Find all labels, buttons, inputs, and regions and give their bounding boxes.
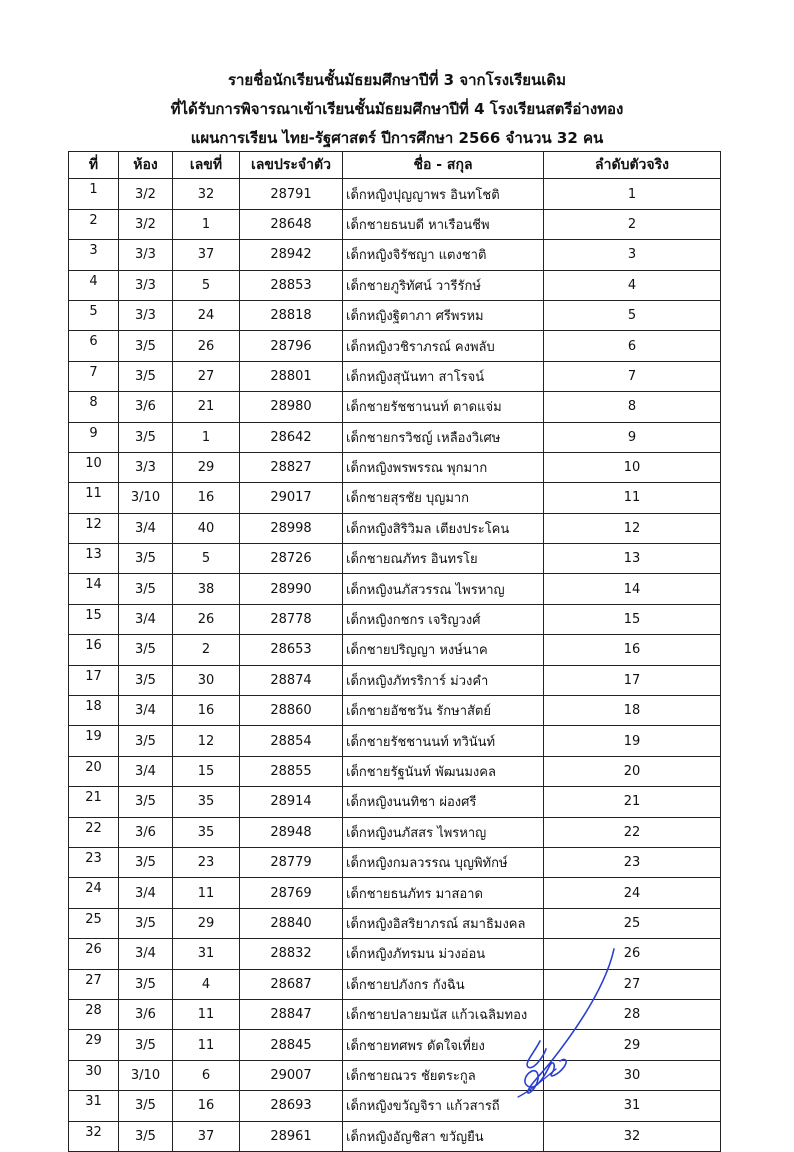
cell-room: 3/4 xyxy=(119,604,173,634)
cell-full-name: เด็กชายกรวิชญ์ เหลืองวิเศษ xyxy=(343,422,544,452)
cell-seat-no: 6 xyxy=(173,1060,240,1090)
cell-no: 15 xyxy=(69,604,119,634)
cell-rank: 7 xyxy=(544,361,721,391)
cell-student-id: 28855 xyxy=(240,756,343,786)
cell-seat-no: 24 xyxy=(173,300,240,330)
cell-no: 4 xyxy=(69,270,119,300)
cell-student-id: 28653 xyxy=(240,635,343,665)
cell-no: 21 xyxy=(69,787,119,817)
column-header-rank: ลำดับตัวจริง xyxy=(544,152,721,179)
cell-full-name: เด็กหญิงอิสริยาภรณ์ สมาธิมงคล xyxy=(343,908,544,938)
cell-seat-no: 35 xyxy=(173,817,240,847)
cell-rank: 20 xyxy=(544,756,721,786)
cell-student-id: 28796 xyxy=(240,331,343,361)
cell-student-id: 28801 xyxy=(240,361,343,391)
cell-full-name: เด็กหญิงนภัสสร ไพรหาญ xyxy=(343,817,544,847)
cell-seat-no: 38 xyxy=(173,574,240,604)
cell-seat-no: 12 xyxy=(173,726,240,756)
cell-no: 20 xyxy=(69,756,119,786)
table-row xyxy=(69,1121,721,1151)
cell-seat-no: 16 xyxy=(173,483,240,513)
cell-student-id: 28860 xyxy=(240,696,343,726)
document-title-line-3: แผนการเรียน ไทย-รัฐศาสตร์ ปีการศึกษา 2566 จำนวน 32 คน xyxy=(190,129,604,147)
cell-rank: 14 xyxy=(544,574,721,604)
cell-rank: 11 xyxy=(544,483,721,513)
cell-full-name: เด็กหญิงกชกร เจริญวงศ์ xyxy=(343,604,544,634)
cell-student-id: 28847 xyxy=(240,999,343,1029)
cell-no: 12 xyxy=(69,513,119,543)
table-row xyxy=(69,331,721,361)
cell-student-id: 28818 xyxy=(240,300,343,330)
cell-full-name: เด็กหญิงภัทรริการ์ ม่วงคำ xyxy=(343,665,544,695)
cell-rank: 21 xyxy=(544,787,721,817)
cell-rank: 32 xyxy=(544,1121,721,1151)
cell-full-name: เด็กหญิงวชิราภรณ์ คงพลับ xyxy=(343,331,544,361)
cell-seat-no: 1 xyxy=(173,422,240,452)
cell-seat-no: 26 xyxy=(173,331,240,361)
cell-room: 3/5 xyxy=(119,1121,173,1151)
cell-full-name: เด็กชายธนบดี หาเรือนชีพ xyxy=(343,209,544,239)
column-header-seat-no: เลขที่ xyxy=(173,152,240,179)
cell-student-id: 28827 xyxy=(240,452,343,482)
table-row xyxy=(69,300,721,330)
cell-room: 3/10 xyxy=(119,483,173,513)
cell-student-id: 28845 xyxy=(240,1030,343,1060)
cell-full-name: เด็กหญิงจิรัชญา แตงชาติ xyxy=(343,240,544,270)
cell-seat-no: 35 xyxy=(173,787,240,817)
cell-no: 31 xyxy=(69,1091,119,1121)
table-row xyxy=(69,817,721,847)
cell-seat-no: 29 xyxy=(173,908,240,938)
cell-seat-no: 32 xyxy=(173,179,240,209)
table-row xyxy=(69,392,721,422)
table-row xyxy=(69,696,721,726)
cell-student-id: 28778 xyxy=(240,604,343,634)
cell-rank: 22 xyxy=(544,817,721,847)
cell-no: 5 xyxy=(69,300,119,330)
cell-seat-no: 16 xyxy=(173,1091,240,1121)
cell-rank: 18 xyxy=(544,696,721,726)
cell-student-id: 28832 xyxy=(240,939,343,969)
cell-rank: 30 xyxy=(544,1060,721,1090)
cell-room: 3/3 xyxy=(119,300,173,330)
cell-seat-no: 37 xyxy=(173,240,240,270)
cell-room: 3/5 xyxy=(119,361,173,391)
cell-room: 3/5 xyxy=(119,665,173,695)
cell-student-id: 28874 xyxy=(240,665,343,695)
cell-rank: 12 xyxy=(544,513,721,543)
column-header-student-id: เลขประจำตัว xyxy=(240,152,343,179)
cell-seat-no: 5 xyxy=(173,270,240,300)
cell-room: 3/5 xyxy=(119,544,173,574)
table-row xyxy=(69,847,721,877)
cell-seat-no: 1 xyxy=(173,209,240,239)
table-row xyxy=(69,513,721,543)
cell-full-name: เด็กชายรัฐนันท์ พัฒนมงคล xyxy=(343,756,544,786)
cell-room: 3/5 xyxy=(119,422,173,452)
cell-room: 3/4 xyxy=(119,696,173,726)
cell-room: 3/5 xyxy=(119,635,173,665)
cell-full-name: เด็กชายภูริทัศน์ วารีรักษ์ xyxy=(343,270,544,300)
cell-no: 16 xyxy=(69,635,119,665)
cell-student-id: 28948 xyxy=(240,817,343,847)
cell-room: 3/3 xyxy=(119,270,173,300)
cell-full-name: เด็กชายสุรชัย บุญมาก xyxy=(343,483,544,513)
cell-no: 8 xyxy=(69,392,119,422)
cell-rank: 5 xyxy=(544,300,721,330)
table-row xyxy=(69,726,721,756)
cell-full-name: เด็กชายอัชชวัน รักษาสัตย์ xyxy=(343,696,544,726)
cell-no: 27 xyxy=(69,969,119,999)
cell-student-id: 28642 xyxy=(240,422,343,452)
table-row xyxy=(69,787,721,817)
signature-mark xyxy=(510,945,640,1105)
cell-no: 11 xyxy=(69,483,119,513)
cell-seat-no: 11 xyxy=(173,999,240,1029)
cell-student-id: 29007 xyxy=(240,1060,343,1090)
table-row xyxy=(69,635,721,665)
cell-seat-no: 37 xyxy=(173,1121,240,1151)
cell-rank: 28 xyxy=(544,999,721,1029)
cell-no: 17 xyxy=(69,665,119,695)
table-row xyxy=(69,361,721,391)
table-row xyxy=(69,422,721,452)
cell-room: 3/4 xyxy=(119,939,173,969)
cell-rank: 29 xyxy=(544,1030,721,1060)
cell-no: 18 xyxy=(69,696,119,726)
cell-full-name: เด็กหญิงปุญญาพร อินทโชติ xyxy=(343,179,544,209)
cell-seat-no: 27 xyxy=(173,361,240,391)
cell-rank: 4 xyxy=(544,270,721,300)
cell-room: 3/5 xyxy=(119,969,173,999)
cell-student-id: 28726 xyxy=(240,544,343,574)
column-header-no: ที่ xyxy=(69,152,119,179)
column-header-full-name: ชื่อ - สกุล xyxy=(343,152,544,179)
cell-seat-no: 26 xyxy=(173,604,240,634)
cell-no: 29 xyxy=(69,1030,119,1060)
cell-room: 3/5 xyxy=(119,1091,173,1121)
cell-no: 10 xyxy=(69,452,119,482)
cell-full-name: เด็กชายธนภัทร มาสอาด xyxy=(343,878,544,908)
table-row xyxy=(69,483,721,513)
cell-full-name: เด็กหญิงอัญชิสา ขวัญยืน xyxy=(343,1121,544,1151)
cell-seat-no: 23 xyxy=(173,847,240,877)
cell-student-id: 28791 xyxy=(240,179,343,209)
cell-seat-no: 11 xyxy=(173,1030,240,1060)
cell-no: 9 xyxy=(69,422,119,452)
cell-room: 3/5 xyxy=(119,726,173,756)
cell-student-id: 28961 xyxy=(240,1121,343,1151)
cell-full-name: เด็กหญิงสิริวิมล เตียงประโคน xyxy=(343,513,544,543)
cell-rank: 10 xyxy=(544,452,721,482)
cell-full-name: เด็กชายณภัทร อินทรโย xyxy=(343,544,544,574)
table-row xyxy=(69,878,721,908)
cell-seat-no: 29 xyxy=(173,452,240,482)
cell-no: 7 xyxy=(69,361,119,391)
cell-full-name: เด็กหญิงพรพรรณ พุกมาก xyxy=(343,452,544,482)
cell-full-name: เด็กชายปภังกร กังฉิน xyxy=(343,969,544,999)
cell-no: 14 xyxy=(69,574,119,604)
document-title-line-1: รายชื่อนักเรียนชั้นมัธยมศึกษาปีที่ 3 จากโรงเรียนเดิม xyxy=(227,71,567,89)
cell-seat-no: 4 xyxy=(173,969,240,999)
cell-seat-no: 15 xyxy=(173,756,240,786)
cell-seat-no: 16 xyxy=(173,696,240,726)
cell-student-id: 28854 xyxy=(240,726,343,756)
cell-rank: 23 xyxy=(544,847,721,877)
column-header-room: ห้อง xyxy=(119,152,173,179)
cell-rank: 19 xyxy=(544,726,721,756)
cell-no: 3 xyxy=(69,240,119,270)
cell-room: 3/3 xyxy=(119,452,173,482)
cell-rank: 26 xyxy=(544,939,721,969)
cell-rank: 13 xyxy=(544,544,721,574)
cell-student-id: 28980 xyxy=(240,392,343,422)
cell-no: 30 xyxy=(69,1060,119,1090)
cell-seat-no: 11 xyxy=(173,878,240,908)
cell-rank: 1 xyxy=(544,179,721,209)
cell-seat-no: 31 xyxy=(173,939,240,969)
cell-no: 32 xyxy=(69,1121,119,1151)
cell-room: 3/5 xyxy=(119,847,173,877)
cell-rank: 15 xyxy=(544,604,721,634)
cell-no: 22 xyxy=(69,817,119,847)
cell-student-id: 28840 xyxy=(240,908,343,938)
cell-full-name: เด็กหญิงขวัญจิรา แก้วสารถี xyxy=(343,1091,544,1121)
cell-student-id: 28990 xyxy=(240,574,343,604)
cell-student-id: 28693 xyxy=(240,1091,343,1121)
cell-student-id: 28769 xyxy=(240,878,343,908)
cell-student-id: 28942 xyxy=(240,240,343,270)
cell-room: 3/4 xyxy=(119,756,173,786)
cell-full-name: เด็กชายปลายมนัส แก้วเฉลิมทอง xyxy=(343,999,544,1029)
cell-full-name: เด็กชายณวร ชัยตระกูล xyxy=(343,1060,544,1090)
table-row xyxy=(69,756,721,786)
cell-no: 13 xyxy=(69,544,119,574)
table-row xyxy=(69,209,721,239)
cell-room: 3/5 xyxy=(119,787,173,817)
cell-seat-no: 2 xyxy=(173,635,240,665)
table-header-row xyxy=(69,152,721,179)
cell-student-id: 28853 xyxy=(240,270,343,300)
cell-rank: 25 xyxy=(544,908,721,938)
cell-full-name: เด็กหญิงฐิตาภา ศรีพรหม xyxy=(343,300,544,330)
cell-rank: 8 xyxy=(544,392,721,422)
cell-no: 6 xyxy=(69,331,119,361)
cell-full-name: เด็กชายรัชชานนท์ ตาดแจ่ม xyxy=(343,392,544,422)
cell-room: 3/5 xyxy=(119,1030,173,1060)
cell-student-id: 28998 xyxy=(240,513,343,543)
table-row xyxy=(69,270,721,300)
cell-room: 3/6 xyxy=(119,817,173,847)
table-row xyxy=(69,544,721,574)
cell-rank: 31 xyxy=(544,1091,721,1121)
cell-seat-no: 21 xyxy=(173,392,240,422)
cell-full-name: เด็กชายปริญญา หงษ์นาค xyxy=(343,635,544,665)
cell-no: 1 xyxy=(69,179,119,209)
cell-seat-no: 5 xyxy=(173,544,240,574)
cell-full-name: เด็กหญิงนภัสวรรณ ไพรหาญ xyxy=(343,574,544,604)
cell-full-name: เด็กหญิงสุนันทา สาโรจน์ xyxy=(343,361,544,391)
cell-no: 23 xyxy=(69,847,119,877)
cell-full-name: เด็กหญิงนนทิชา ผ่องศรี xyxy=(343,787,544,817)
cell-rank: 3 xyxy=(544,240,721,270)
cell-full-name: เด็กหญิงภัทรมน ม่วงอ่อน xyxy=(343,939,544,969)
cell-room: 3/4 xyxy=(119,878,173,908)
table-row xyxy=(69,574,721,604)
cell-room: 3/5 xyxy=(119,331,173,361)
cell-room: 3/6 xyxy=(119,999,173,1029)
cell-room: 3/3 xyxy=(119,240,173,270)
cell-room: 3/5 xyxy=(119,908,173,938)
cell-no: 2 xyxy=(69,209,119,239)
cell-student-id: 28914 xyxy=(240,787,343,817)
cell-room: 3/5 xyxy=(119,574,173,604)
cell-full-name: เด็กหญิงกมลวรรณ บุญพิทักษ์ xyxy=(343,847,544,877)
cell-no: 26 xyxy=(69,939,119,969)
cell-student-id: 28687 xyxy=(240,969,343,999)
document-title-line-2: ที่ได้รับการพิจารณาเข้าเรียนชั้นมัธยมศึกษาปีที่ 4 โรงเรียนสตรีอ่างทอง xyxy=(170,100,624,118)
cell-seat-no: 30 xyxy=(173,665,240,695)
cell-rank: 17 xyxy=(544,665,721,695)
cell-rank: 9 xyxy=(544,422,721,452)
cell-no: 28 xyxy=(69,999,119,1029)
cell-student-id: 29017 xyxy=(240,483,343,513)
table-row xyxy=(69,604,721,634)
cell-room: 3/6 xyxy=(119,392,173,422)
cell-no: 25 xyxy=(69,908,119,938)
table-row xyxy=(69,452,721,482)
cell-room: 3/10 xyxy=(119,1060,173,1090)
cell-room: 3/4 xyxy=(119,513,173,543)
cell-no: 19 xyxy=(69,726,119,756)
table-row xyxy=(69,240,721,270)
cell-no: 24 xyxy=(69,878,119,908)
cell-rank: 6 xyxy=(544,331,721,361)
table-row xyxy=(69,908,721,938)
cell-rank: 2 xyxy=(544,209,721,239)
cell-rank: 27 xyxy=(544,969,721,999)
cell-student-id: 28779 xyxy=(240,847,343,877)
table-row xyxy=(69,665,721,695)
cell-room: 3/2 xyxy=(119,209,173,239)
cell-rank: 24 xyxy=(544,878,721,908)
table-row xyxy=(69,179,721,209)
cell-rank: 16 xyxy=(544,635,721,665)
cell-room: 3/2 xyxy=(119,179,173,209)
cell-full-name: เด็กชายรัชชานนท์ ทวินันท์ xyxy=(343,726,544,756)
cell-student-id: 28648 xyxy=(240,209,343,239)
cell-seat-no: 40 xyxy=(173,513,240,543)
cell-full-name: เด็กชายทศพร ดัดใจเที่ยง xyxy=(343,1030,544,1060)
